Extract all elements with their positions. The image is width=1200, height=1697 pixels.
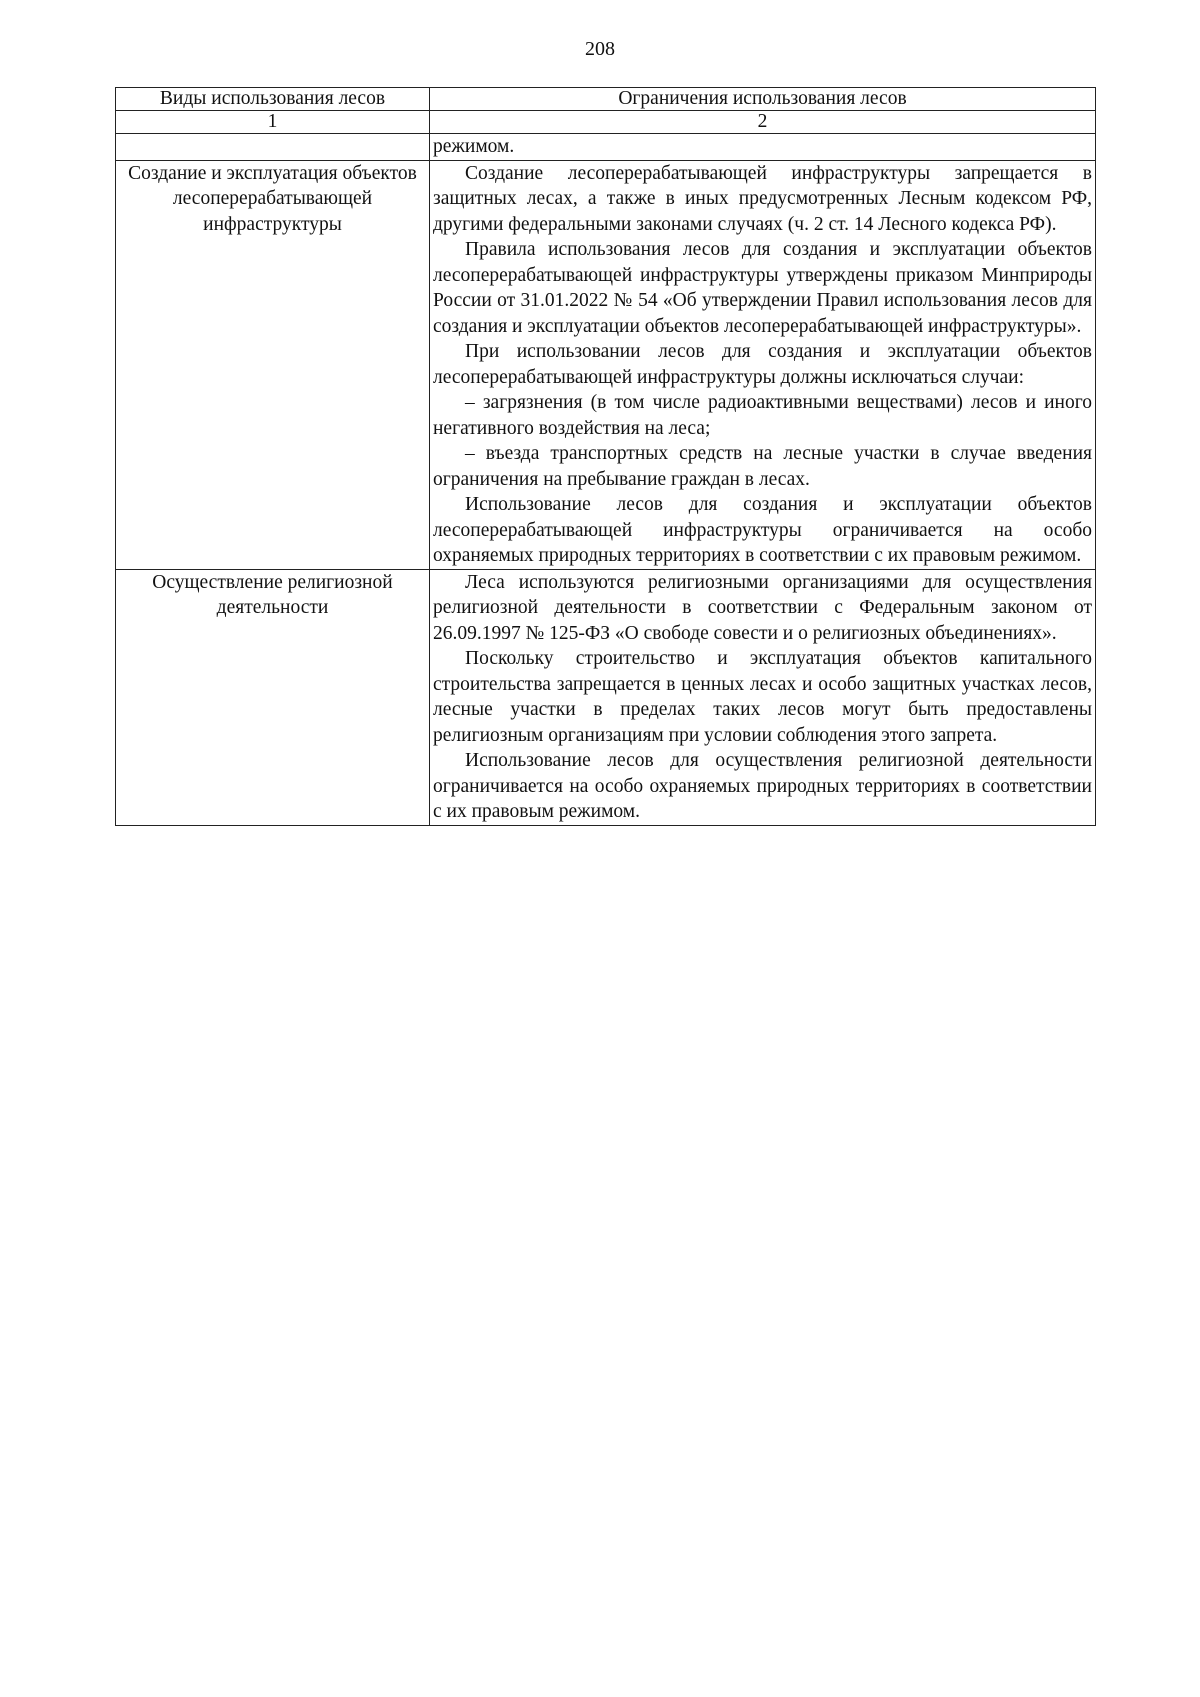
row-use-type-religious: Осуществление религиозной деятельности (116, 569, 430, 825)
restriction-list-item: – загрязнения (в том числе радиоактивными веществами) лесов и иного негативного воздействия на леса; (433, 392, 1092, 439)
restriction-paragraph: Правила использования лесов для создания и эксплуатации объектов лесоперерабатывающей инфраструктуры утверждены приказом Минприроды России от 31.01.2022 № 54 «Об утверждении Правил использования лесов для создания и эксплуатации объектов лесоперерабатывающей инфраструктуры». (433, 239, 1092, 337)
row-restrictions-continued (430, 134, 1096, 161)
restriction-paragraph: Поскольку строительство и эксплуатация объектов капитального строительства запрещается в ценных лесах и особо защитных участках лесов, лесные участки в пределах таких лесов могут быть предоставлены религиозным организациям при условии соблюдения этого запрета. (433, 648, 1092, 746)
column-header-use-types: Виды использования лесов (116, 88, 430, 111)
restriction-paragraph: режимом. (433, 136, 515, 157)
row-use-type-wood-processing: Создание и эксплуатация объектов лесоперерабатывающей инфраструктуры (116, 160, 430, 569)
table-row (116, 569, 1096, 825)
forest-use-restrictions-table (115, 87, 1096, 826)
restriction-paragraph: Леса используются религиозными организациями для осуществления религиозной деятельности в соответствии с Федеральным законом от 26.09.1997 № 125-ФЗ «О свободе совести и о религиозных объединениях». (433, 571, 1092, 644)
restriction-paragraph: Создание лесоперерабатывающей инфраструктуры запрещается в защитных лесах, а также в иных предусмотренных Лесным кодексом РФ, другими федеральными законами случаях (ч. 2 ст. 14 Лесного кодекса РФ). (433, 162, 1092, 235)
table-row (116, 134, 1096, 161)
page-number: 208 (585, 38, 615, 60)
restriction-list-item: – въезда транспортных средств на лесные участки в случае введения ограничения на пребывание граждан в лесах. (433, 443, 1092, 490)
column-number-row (116, 111, 1096, 134)
column-header-restrictions: Ограничения использования лесов (430, 88, 1096, 111)
restriction-paragraph: При использовании лесов для создания и эксплуатации объектов лесоперерабатывающей инфраструктуры должны исключаться случаи: (433, 341, 1092, 388)
row-use-type-continued (116, 134, 430, 161)
restriction-paragraph: Использование лесов для создания и эксплуатации объектов лесоперерабатывающей инфраструктуры ограничивается на особо охраняемых природных территориях в соответствии с их правовым режимом. (433, 494, 1092, 566)
row-restrictions-wood-processing (430, 160, 1096, 569)
column-number-2: 2 (430, 111, 1096, 134)
restriction-paragraph: Использование лесов для осуществления религиозной деятельности ограничивается на особо охраняемых природных территориях в соответствии с их правовым режимом. (433, 750, 1092, 822)
table-row (116, 160, 1096, 569)
table-header-row (116, 88, 1096, 111)
row-restrictions-religious (430, 569, 1096, 825)
column-number-1: 1 (116, 111, 430, 134)
